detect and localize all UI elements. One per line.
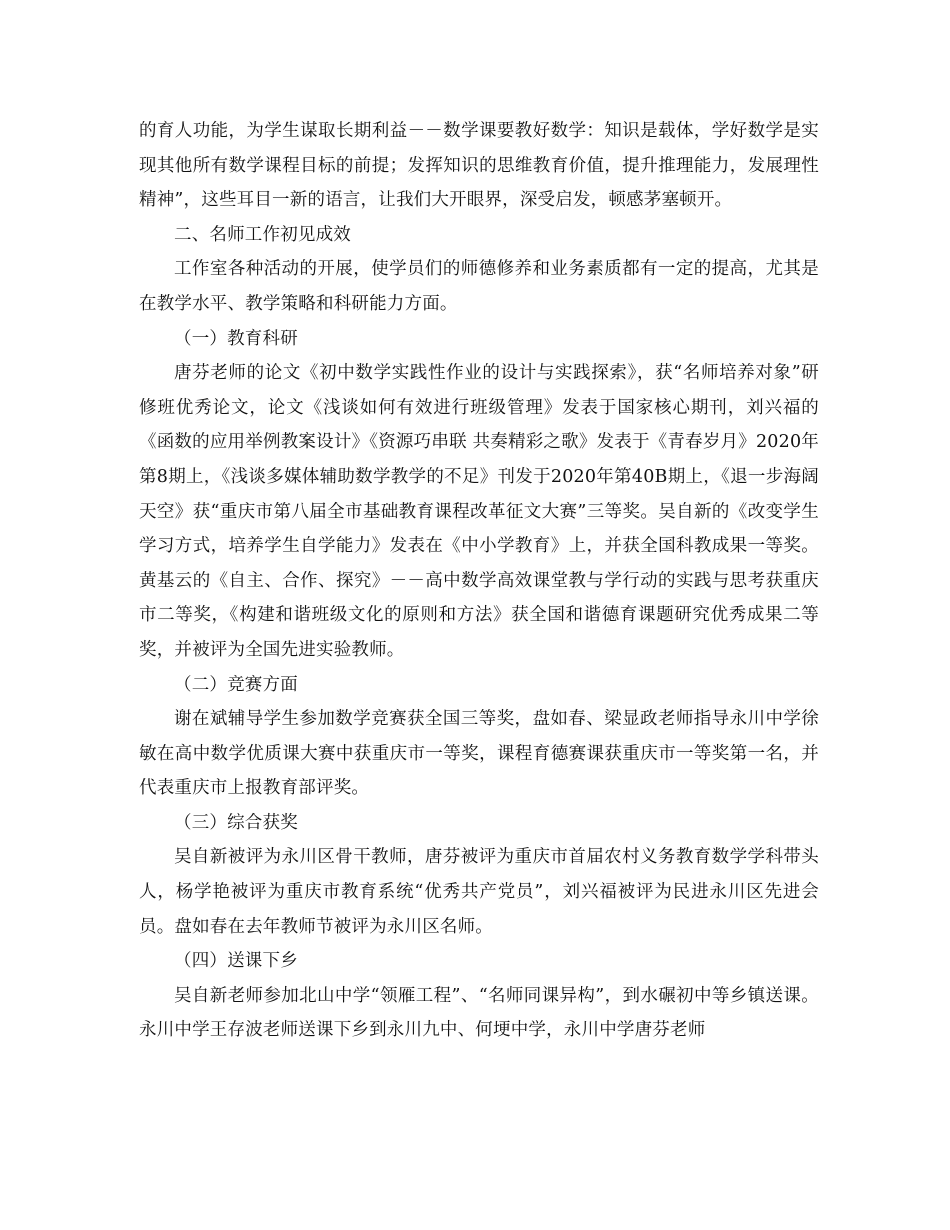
paragraph-continued-quote: 的育人功能，为学生谋取长期利益－－数学课要教好数学：知识是载体，学好数学是实现其他所有数学课程目标的前提；发挥知识的思维教育价值，提升推理能力，发展理性精神”，这些耳目一新的语言，让我们大开眼界，深受启发，顿感茅塞顿开。 <box>139 121 819 211</box>
subheading-rural-teaching: （四）送课下乡 <box>174 951 298 972</box>
subheading-education-research: （一）教育科研 <box>174 328 298 349</box>
paragraph-education-research: 唐芬老师的论文《初中数学实践性作业的设计与实践探索》，获“名师培养对象”研修班优秀论文，论文《浅谈如何有效进行班级管理》发表于国家核心期刊，刘兴福的《函数的应用举例教案设计》《资源巧串联 共奏精彩之歌》发表于《青春岁月》2020年第8期上，《浅谈多媒体辅助数学教学的不足》刊发于2020年第40B期上，《退一步海阔天空》获“重庆市第八届全市基础教育课程改革征文大赛”三等奖。吴自新的《改变学生学习方式，培养学生自学能力》发表在《中小学教育》上，并获全国科教成果一等奖。黄基云的《自主、合作、探究》－－高中数学高效课堂教与学行动的实践与思考获重庆市二等奖，《构建和谐班级文化的原则和方法》获全国和谐德育课题研究优秀成果二等奖，并被评为全国先进实验教师。 <box>139 363 819 660</box>
document-body <box>139 114 819 1048</box>
paragraph-rural-teaching: 吴自新老师参加北山中学“领雁工程”、“名师同课异构”，到水碾初中等乡镇送课。永川中学王存波老师送课下乡到永川九中、何埂中学，永川中学唐芬老师 <box>139 985 819 1041</box>
subheading-competitions: （二）竞赛方面 <box>174 674 298 695</box>
paragraph-competitions: 谢在斌辅导学生参加数学竞赛获全国三等奖，盘如春、梁显政老师指导永川中学徐敏在高中数学优质课大赛中获重庆市一等奖，课程育德赛课获重庆市一等奖第一名，并代表重庆市上报教育部评奖。 <box>139 709 819 799</box>
section-heading-achievements: 二、名师工作初见成效 <box>174 224 351 245</box>
paragraph-comprehensive-awards: 吴自新被评为永川区骨干教师，唐芬被评为重庆市首届农村义务教育数学学科带头人，杨学艳被评为重庆市教育系统“优秀共产党员”，刘兴福被评为民进永川区先进会员。盘如春在去年教师节被评为永川区名师。 <box>139 847 819 937</box>
subheading-comprehensive-awards: （三）综合获奖 <box>174 812 298 833</box>
paragraph-achievements-intro: 工作室各种活动的开展，使学员们的师德修养和业务素质都有一定的提高，尤其是在教学水平、教学策略和科研能力方面。 <box>139 259 819 314</box>
